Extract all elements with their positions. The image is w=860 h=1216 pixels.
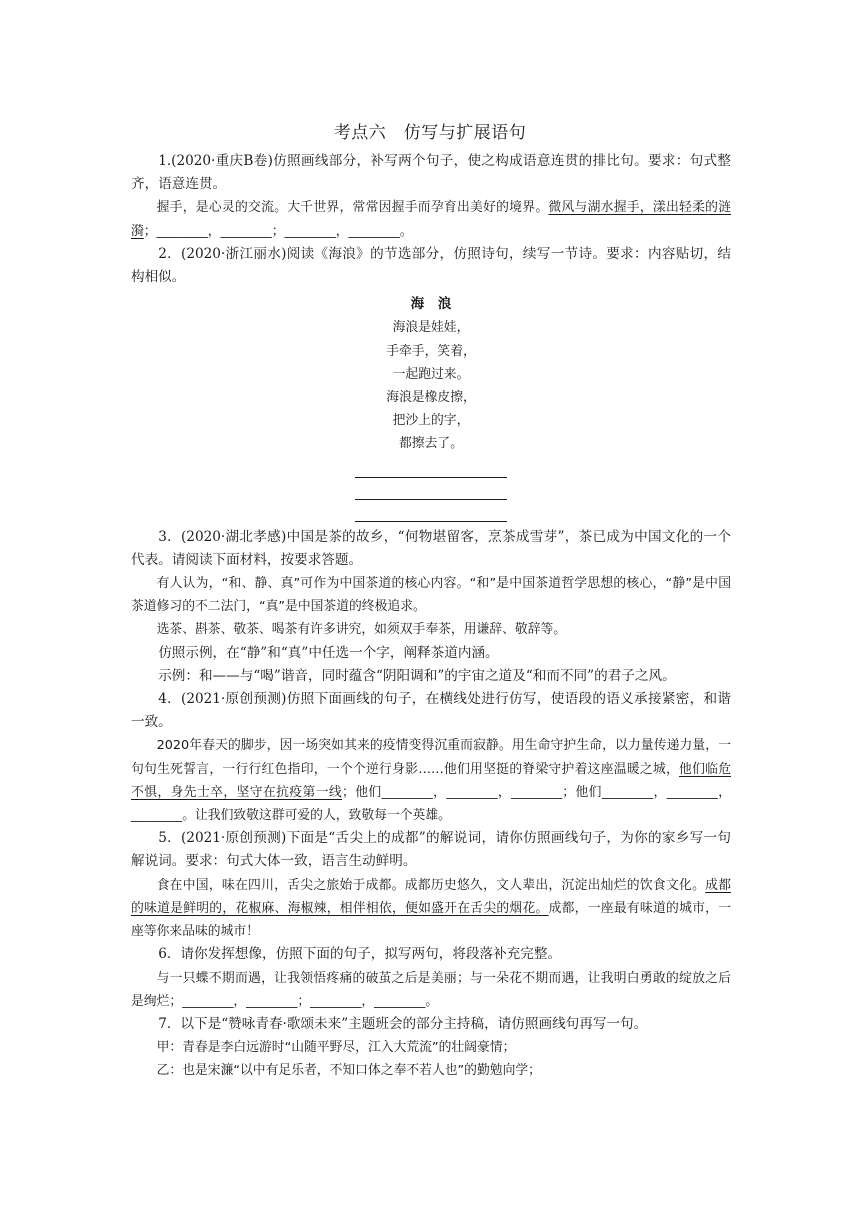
q4-underlined-sentence: 他们临危不惧，身先士卒，坚守在抗疫第一线: [131, 761, 732, 800]
poem-line: 都擦去了。: [399, 436, 463, 452]
q7-line-b: 乙：也是宋濂“以中有足乐者，不知口体之奉不若人也”的勤勉向学；: [156, 1063, 541, 1079]
document-body: [131, 150, 731, 1083]
q7-stem: 7．以下是“赞咏青春·歌颂未来”主题班会的部分主持稿，请仿照画线句再写一句。: [158, 1015, 648, 1032]
poem-line: 把沙上的字，: [392, 413, 470, 429]
q1-text-a: 握手，是心灵的交流。大千世界，常常因握手而孕育出美好的境界。: [156, 200, 549, 216]
q5-text-b: 成都，一座最有味道的城市，一座等你来品味的城市！: [131, 900, 732, 940]
poem-line: 一起跑过来。: [392, 366, 470, 382]
q2-stem: 2．(2020·浙江丽水)阅读《海浪》的节选部分，仿照诗句，续写一节诗。要求：内容贴切，结构相似。: [131, 245, 731, 286]
answer-blank-line[interactable]: [355, 478, 507, 500]
q3-para-2: 选茶、斟茶、敬茶、喝茶有许多讲究，如须双手奉茶，用谦辞、敬辞等。: [156, 622, 567, 638]
q1-underlined-sentence: 微风与湖水握手，漾出轻柔的涟漪: [131, 200, 732, 239]
q6-stem: 6．请你发挥想像，仿照下面的句子，拟写两句，将段落补充完整。: [158, 946, 562, 963]
q3-para-1: 有人认为，“和、静、真”可作为中国茶道的核心内容。“和”是中国茶道哲学思想的核心，“静”是中国茶道修习的不二法门，“真”是中国茶道的终极追求。: [131, 576, 731, 615]
q3-stem: 3．(2020·湖北孝感)中国是茶的故乡，“何物堪留客，烹茶成雪芽”，茶已成为中国文化的一个代表。请阅读下面材料，按要求答题。: [131, 528, 731, 568]
q5-text-a: 食在中国，味在四川，舌尖之旅始于成都。成都历史悠久，文人辈出，沉淀出灿烂的饮食文化。: [156, 877, 706, 893]
q6-passage: 与一只蝶不期而遇，让我领悟疼痛的破茧之后是美丽；与一朵花不期而遇，让我明白勇敢的绽放之后是绚烂；________，________；________，________。: [131, 970, 731, 1009]
answer-blank-line[interactable]: [355, 456, 507, 478]
answer-blank-line[interactable]: [355, 500, 507, 522]
q5-stem: 5．(2021·原创预测)下面是“舌尖上的成都”的解说词，请你仿照画线句子，为你的家乡写一句解说词。要求：句式大体一致，语言生动鲜明。: [131, 830, 731, 870]
q7-line-a: 甲：青春是李白远游时“山随平野尽，江入大荒流”的壮阔豪情；: [156, 1040, 516, 1056]
q1-passage: [131, 196, 731, 242]
poem-title: 海 浪: [410, 296, 452, 313]
q5-underlined-sentence: 成都的味道是鲜明的，花椒麻、海椒辣，相伴相依，便如盛开在舌尖的烟花。: [131, 877, 732, 916]
q4-stem: 4．(2021·原创预测)仿照下面画线的句子，在横线处进行仿写，使语段的语义承接紧密，和谐一致。: [131, 691, 731, 731]
poem-line: 海浪是橡皮擦，: [386, 390, 476, 406]
q5-passage: [131, 874, 731, 944]
q4-blanks: ；他们________，________，________；他们________，________，________。让我们致敬这群可爱的人，致敬每一个英雄。: [131, 784, 732, 824]
q4-passage: [131, 734, 731, 827]
q4-text-a: 2020年春天的脚步，因一场突如其来的疫情变得沉重而寂静。用生命守护生命，以力量传递力量，一句句生死誓言，一行行红色指印，一个个逆行身影……他们用坚挺的脊梁守护着这座温暖之城，: [131, 738, 731, 777]
page-title: 考点六 仿写与扩展语句: [333, 123, 527, 143]
q3-para-4: 示例：和——与“喝”谐音，同时蕴含“阴阳调和”的宇宙之道及“和而不同”的君子之风。: [158, 667, 676, 684]
poem-line: 海浪是娃娃，: [392, 320, 470, 336]
poem-line: 手牵手，笑着，: [386, 343, 476, 359]
q1-stem: 1.(2020·重庆B卷)仿照画线部分，补写两个句子，使之构成语意连贯的排比句。要求：句式整齐，语意连贯。: [131, 153, 731, 193]
q1-blanks: ；________，________；________，________。: [143, 223, 413, 239]
q3-para-3: 仿照示例，在“静”和“真”中任选一个字，阐释茶道内涵。: [158, 644, 499, 661]
